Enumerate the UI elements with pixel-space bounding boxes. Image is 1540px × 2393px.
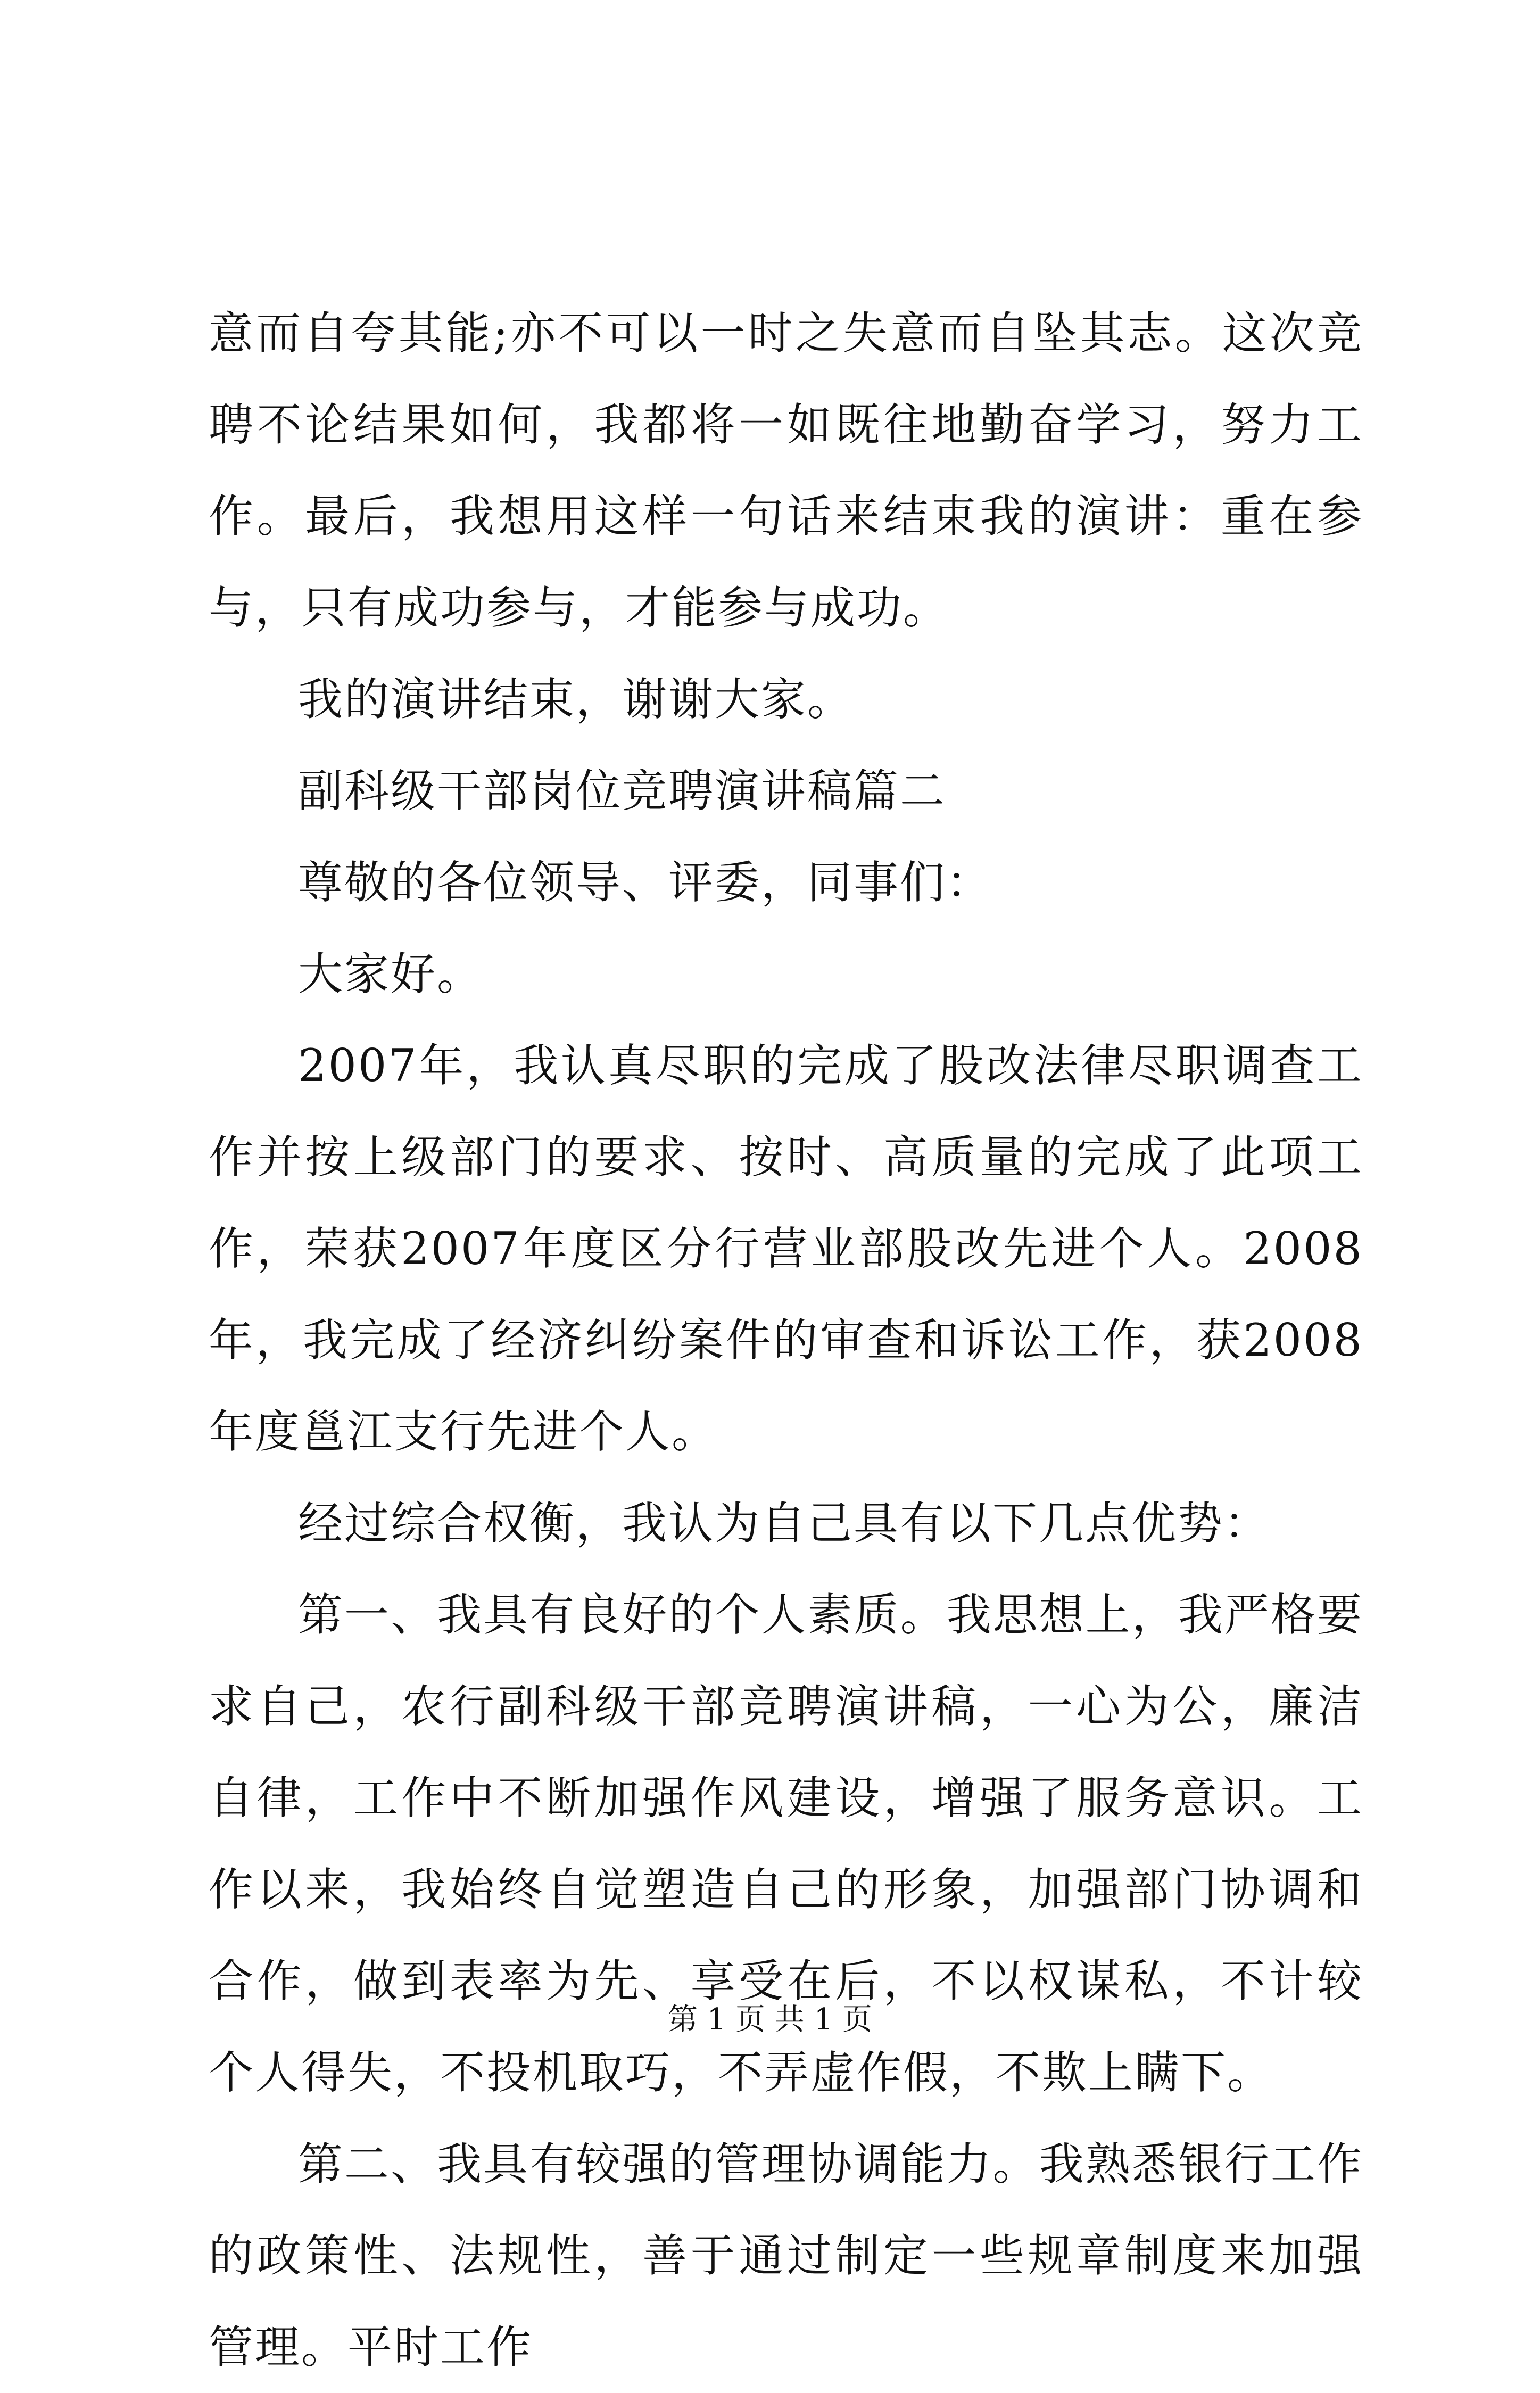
paragraph-1: 意而自夸其能;亦不可以一时之失意而自坠其志。这次竞聘不论结果如何，我都将一如既往地勤奋学习，努力工作。最后，我想用这样一句话来结束我的演讲：重在参与，只有成功参与，才能参与成功。 bbox=[209, 307, 1363, 634]
document-body bbox=[209, 287, 1363, 2393]
paragraph-advantage-2: 第二、我具有较强的管理协调能力。我熟悉银行工作的政策性、法规性，善于通过制定一些规章制度来加强管理。平时工作 bbox=[209, 2138, 1363, 2373]
page-footer bbox=[0, 2001, 1540, 2039]
paragraph-advantages-intro: 经过综合权衡，我认为自己具有以下几点优势： bbox=[298, 1497, 1271, 1549]
paragraph-advantage-1: 第一、我具有良好的个人素质。我思想上，我严格要求自己，农行副科级干部竞聘演讲稿，一心为公，廉洁自律，工作中不断加强作风建设，增强了服务意识。工作以来，我始终自觉塑造自己的形象，加强部门协调和合作，做到表率为先、享受在后，不以权谋私，不计较个人得失，不投机取巧，不弄虚作假，不欺上瞒下。 bbox=[209, 1589, 1363, 2099]
paragraph-achievements: 2007年，我认真尽职的完成了股改法律尽职调查工作并按上级部门的要求、按时、高质量的完成了此项工作，荣获2007年度区分行营业部股改先进个人。2008年，我完成了经济纠纷案件的审查和诉讼工作，获2008年度邕江支行先进个人。 bbox=[209, 1039, 1363, 1458]
page-number-label: 第 1 页 共 1 页 bbox=[667, 2002, 873, 2037]
salutation: 尊敬的各位领导、评委，同事们： bbox=[298, 856, 993, 909]
section-title: 副科级干部岗位竞聘演讲稿篇二 bbox=[298, 765, 947, 817]
paragraph-2: 我的演讲结束，谢谢大家。 bbox=[298, 673, 854, 725]
greeting: 大家好。 bbox=[298, 948, 484, 1000]
